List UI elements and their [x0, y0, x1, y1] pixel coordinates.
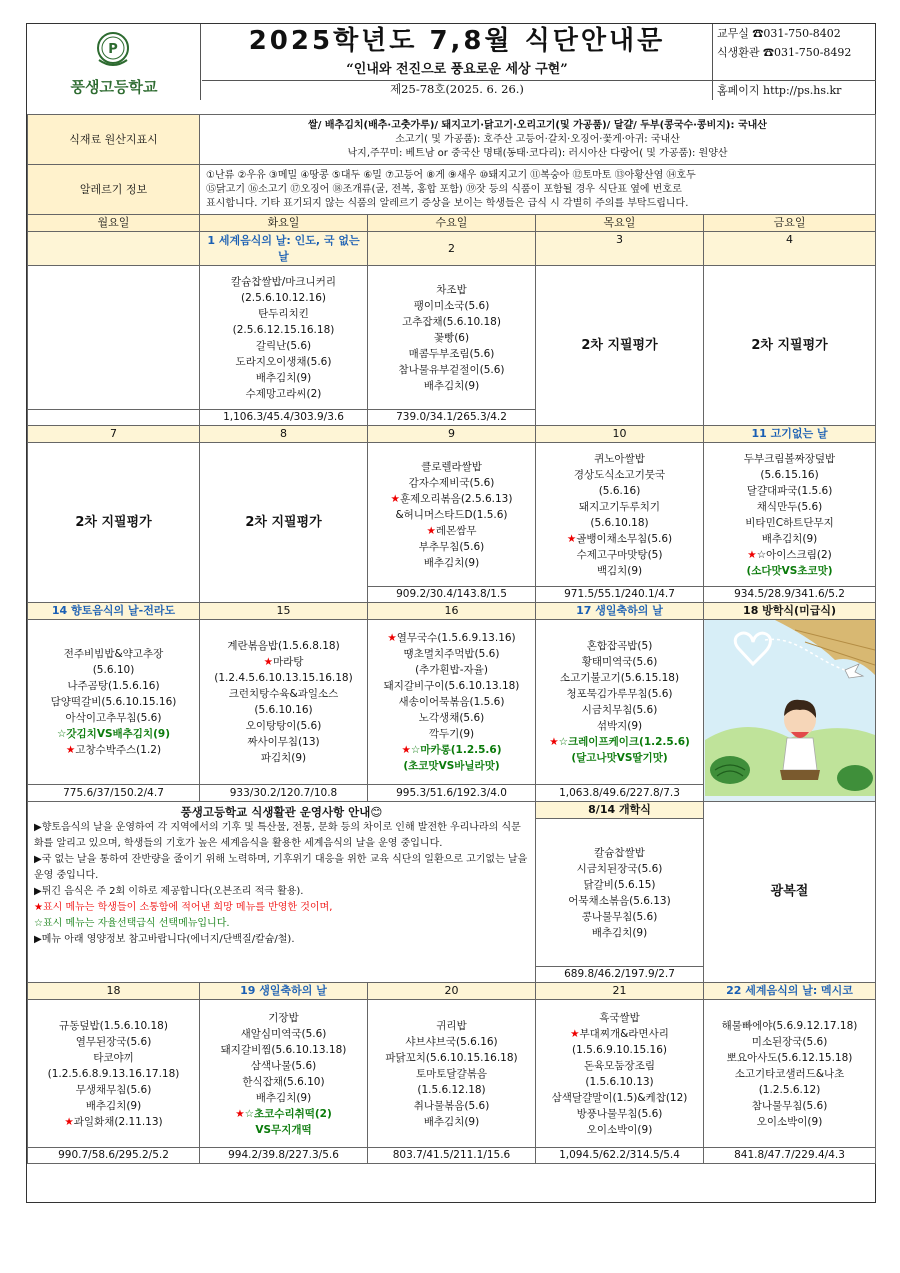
- menu-item: 돼지갈비찜(5.6.10.13.18): [220, 1043, 347, 1056]
- star-icon: ★: [390, 492, 400, 505]
- office-phone: 교무실 ☎031-750-8402: [717, 27, 841, 40]
- date-cell: 16: [368, 603, 536, 620]
- menu-cell: [28, 443, 200, 603]
- menu-item: 나주곰탕(1.5.6.16): [67, 680, 160, 693]
- menu-item: 전주비빔밥&약고추장: [63, 648, 164, 661]
- star-icon: ★: [64, 1115, 74, 1128]
- menu-item: ★☆크레이프케이크(1.2.5.6): [549, 736, 690, 749]
- menu-item: (초코맛VS바닐라맛): [403, 760, 500, 773]
- menu-item: &허니머스타드D(1.5.6): [395, 508, 508, 521]
- menu-item: 돼지갈비구이(5.6.10.13.18): [383, 680, 520, 693]
- menu-item: 뽀요아사도(5.6.12.15.18): [726, 1051, 853, 1064]
- menu-cell: [28, 1000, 200, 1148]
- menu-item: (1.2.5.6.12): [758, 1083, 821, 1096]
- menu-item: 오이탕탕이(5.6): [245, 720, 322, 733]
- star-icon: ★: [426, 524, 436, 537]
- operations-paragraph: ▶국 없는 날을 통하여 잔반량을 줄이기 위해 노력하며, 기후위기 대응을 위한 교육 식단의 일환으로 고기없는 날을 운영 중입니다.: [34, 854, 528, 881]
- menu-item: (소다맛VS초코맛): [746, 564, 833, 577]
- menu-item: 토마토달걀볶음: [415, 1067, 487, 1080]
- menu-cell: [368, 1000, 536, 1148]
- menu-cell: [200, 443, 368, 603]
- menu-item: ★열무국수(1.5.6.9.13.16): [387, 632, 516, 645]
- school-name: 풍생고등학교: [70, 78, 158, 96]
- menu-item: 배추김치(9): [255, 1091, 312, 1104]
- star-icon: ★: [549, 736, 559, 749]
- menu-item: 깍두기(9): [428, 728, 475, 741]
- menu-item: 갈릭난(5.6): [255, 339, 312, 352]
- menu-item: 배추김치(9): [423, 1115, 480, 1128]
- menu-item: 배추김치(9): [591, 926, 648, 939]
- menu-document: [26, 23, 876, 1203]
- origin-line3: 낙지,주꾸미: 베트남 or 중국산 명태(동태·코다리): 러시아산 다랑어( 및 가공품): 원양산: [347, 147, 728, 159]
- exam-text: 2차 지필평가: [581, 337, 658, 353]
- menu-item: ★☆초코수리취떡(2): [235, 1107, 332, 1120]
- operations-paragraph: ▶튀긴 음식은 주 2회 이하로 제공합니다(오븐조리 적극 활용).: [34, 886, 304, 897]
- origin-line2: 소고기( 및 가공품): 호주산 고등어·갈치·오징어·꽃게·아귀: 국내산: [395, 133, 680, 145]
- date-cell: 15: [200, 603, 368, 620]
- menu-item: 비타민C하트단무지: [745, 516, 834, 529]
- logo-box: [27, 24, 201, 100]
- star-icon: ★: [235, 1107, 245, 1120]
- menu-item: 방풍나물무침(5.6): [576, 1107, 663, 1120]
- star-icon: ★: [570, 1027, 580, 1040]
- menu-cell: [368, 266, 536, 410]
- date-cell: [28, 232, 200, 266]
- menu-item: ☆갓김치VS배추김치(9): [56, 728, 170, 741]
- star-icon: ★: [566, 532, 577, 545]
- menu-item: 탄두리치킨: [258, 307, 309, 320]
- menu-item: 오이소박이(9): [586, 1123, 653, 1136]
- cafeteria-phone: 식생환관 ☎031-750-8492: [717, 46, 852, 59]
- menu-item: 도라지오이생채(5.6): [235, 355, 332, 368]
- menu-item: 차조밥: [436, 283, 467, 296]
- contact-box: [712, 24, 875, 100]
- menu-item: (2.5.6.10.12.16): [240, 291, 326, 304]
- menu-item: ★고창수박주스(1.2): [65, 744, 162, 757]
- menu-item: 땡초멸치주먹밥(5.6): [403, 648, 500, 661]
- menu-table: [27, 114, 876, 1164]
- menu-item: 두부크림볼짜장덮밥: [743, 452, 836, 465]
- date-cell: 7: [28, 426, 200, 443]
- menu-cell: [536, 266, 704, 426]
- menu-item: 닭갈비(5.6.15): [583, 878, 656, 891]
- menu-item: 백김치(9): [596, 564, 643, 577]
- menu-item: 배추김치(9): [761, 532, 818, 545]
- nutrition-cell: 909.2/30.4/143.8/1.5: [368, 587, 536, 603]
- nutrition-cell: 803.7/41.5/211.1/15.6: [368, 1148, 536, 1164]
- menu-item: 아삭이고추무침(5.6): [65, 712, 162, 725]
- menu-item: (5.6.16): [598, 484, 641, 497]
- menu-item: 삼색달걀말이(1.5)&케찹(12): [551, 1091, 688, 1104]
- day-header-mon: 월요일: [28, 215, 200, 232]
- menu-item: 돈육모둠장조림: [583, 1059, 655, 1072]
- star-icon: ★: [747, 548, 757, 561]
- date-cell: 2: [368, 232, 536, 266]
- date-cell: 8/14 개학식: [536, 802, 704, 819]
- menu-item: 열무된장국(5.6): [75, 1035, 152, 1048]
- menu-item: (5.6.15.16): [760, 468, 819, 481]
- menu-item: 계란볶음밥(1.5.6.8.18): [227, 640, 340, 653]
- allergy-line1: ①난류 ②우유 ③메밀 ④땅콩 ⑤대두 ⑥밀 ⑦고등어 ⑧게 ⑨새우 ⑩돼지고기 ⑪복숭아 ⑫토마토 ⑬아황산염 ⑭호두: [206, 169, 696, 181]
- menu-item: (5.6.10.18): [590, 516, 649, 529]
- date-cell: 14 향토음식의 날-전라도: [28, 603, 200, 620]
- nutrition-cell: 739.0/34.1/265.3/4.2: [368, 410, 536, 426]
- date-cell: 20: [368, 983, 536, 1000]
- menu-item: 배추김치(9): [423, 556, 480, 569]
- menu-item: ★과일화채(2.11.13): [64, 1115, 163, 1128]
- menu-item: 고추잡채(5.6.10.18): [402, 315, 501, 328]
- menu-item: 참나물무침(5.6): [751, 1099, 828, 1112]
- nutrition-cell: 995.3/51.6/192.3/4.0: [368, 785, 536, 802]
- menu-cell: [704, 1000, 876, 1148]
- menu-item: (1.2.4.5.6.10.13.15.16.18): [214, 672, 353, 685]
- menu-item: 감자수제비국(5.6): [408, 476, 495, 489]
- school-emblem-icon: [93, 30, 133, 72]
- menu-item: (1.5.6.9.10.15.16): [571, 1043, 668, 1056]
- page-title: 2025학년도 7,8월 식단안내문: [248, 26, 666, 56]
- menu-cell: [704, 443, 876, 587]
- menu-item: (1.5.6.12.18): [417, 1083, 486, 1096]
- svg-text:P: P: [108, 42, 118, 57]
- menu-item: 돼지고기두루치기: [578, 500, 661, 513]
- vacation-image-icon: [705, 620, 875, 796]
- menu-item: ★훈제오리볶음(2.5.6.13): [390, 492, 513, 505]
- menu-item: 수제고구마맛탕(5): [576, 548, 663, 561]
- menu-item: 새알심미역국(5.6): [240, 1027, 327, 1040]
- day-header-fri: 금요일: [704, 215, 876, 232]
- menu-item: 소고기타코샐러드&나초: [734, 1067, 845, 1080]
- menu-item: (1.5.6.10.13): [585, 1075, 654, 1088]
- menu-item: 배추김치(9): [85, 1099, 142, 1112]
- menu-cell: [368, 443, 536, 587]
- nutrition-cell: 1,063.8/49.6/227.8/7.3: [536, 785, 704, 802]
- origin-line1: 쌀/ 배추김치(배추·고춧가루)/ 돼지고기·닭고기·오리고기(및 가공품)/ 달걀/ 두부(콩국수·콩비지): 국내산: [308, 119, 767, 131]
- operations-paragraph: ▶향토음식의 날을 운영하여 각 지역에서의 기후 및 특산물, 전통, 문화 등의 차이로 인해 발전한 우리나라의 식문화를 알리고 있으며, 학생들의 기호가 높은 세계음식을 활용한 세계음식의 날을 운영 중입니다.: [34, 822, 521, 849]
- menu-item: (2.5.6.12.15.16.18): [232, 323, 335, 336]
- menu-item: 칼슘찹쌀밥/마크니커리: [231, 275, 336, 288]
- menu-item: 담양떡갈비(5.6.10.15.16): [50, 696, 177, 709]
- nutrition-cell: 994.2/39.8/227.3/5.6: [200, 1148, 368, 1164]
- menu-item: 한식잡채(5.6.10): [242, 1075, 325, 1088]
- menu-item: 흑국쌀밥: [599, 1011, 640, 1024]
- menu-cell: [28, 266, 200, 410]
- menu-item: ★골뱅이채소무침(5.6): [566, 532, 673, 545]
- date-cell: 19 생일축하의 날: [200, 983, 368, 1000]
- star-icon: ★: [263, 656, 273, 669]
- star-icon: ★: [401, 744, 411, 757]
- menu-item: (5.6.10): [92, 664, 135, 677]
- menu-item: 어묵채소볶음(5.6.13): [568, 894, 671, 907]
- date-cell: 10: [536, 426, 704, 443]
- nutrition-cell: 841.8/47.7/229.4/4.3: [704, 1148, 876, 1164]
- menu-item: 섞박지(9): [596, 720, 643, 733]
- menu-item: 배추김치(9): [423, 379, 480, 392]
- menu-item: 크런치탕수육&과일소스: [228, 688, 339, 701]
- menu-item: 해물빠에야(5.6.9.12.17.18): [721, 1019, 858, 1032]
- origin-label: 식재료 원산지표시: [28, 115, 200, 165]
- menu-item: 혼합잡곡밥(5): [586, 640, 653, 653]
- menu-item: 부추무침(5.6): [418, 540, 485, 553]
- nutrition-cell: 990.7/58.6/295.2/5.2: [28, 1148, 200, 1164]
- header: [27, 24, 875, 100]
- menu-item: 시금치된장국(5.6): [576, 862, 663, 875]
- menu-item: 콩나물무침(5.6): [581, 910, 658, 923]
- date-cell: 11 고기없는 날: [704, 426, 876, 443]
- menu-item: 새송이어묵볶음(1.5.6): [398, 696, 505, 709]
- menu-item: 수제망고라씨(2): [245, 387, 322, 400]
- menu-item: 시금치무침(5.6): [581, 704, 658, 717]
- menu-item: 경상도식소고기뭇국: [573, 468, 666, 481]
- nutrition-cell: 775.6/37/150.2/4.7: [28, 785, 200, 802]
- menu-item: ★☆아이스크림(2): [747, 548, 832, 561]
- menu-cell: [28, 620, 200, 785]
- menu-item: 오이소박이(9): [756, 1115, 823, 1128]
- menu-item: 칼슘찹쌀밥: [594, 846, 645, 859]
- menu-item: 규동덮밥(1.5.6.10.18): [59, 1019, 168, 1032]
- date-cell: 3: [536, 232, 704, 266]
- date-cell: 18 방학식(미급식): [704, 603, 876, 620]
- holiday-cell: 광복절: [704, 802, 876, 983]
- menu-item: 클로렐라쌀밥: [421, 460, 482, 473]
- menu-item: 매콤두부조림(5.6): [408, 347, 495, 360]
- menu-item: 무생채무침(5.6): [75, 1083, 152, 1096]
- allergy-info: [200, 165, 876, 215]
- nutrition-cell: 689.8/46.2/197.9/2.7: [536, 967, 704, 983]
- menu-item: 노각생채(5.6): [418, 712, 485, 725]
- menu-item: 삼색나물(5.6): [250, 1059, 317, 1072]
- operations-paragraph: ☆표시 메뉴는 자율선택급식 선택메뉴입니다.: [34, 918, 230, 929]
- nutrition-cell: 971.5/55.1/240.1/4.7: [536, 587, 704, 603]
- issue-number: 제25-78호(2025. 6. 26.): [202, 80, 712, 100]
- menu-item: 기장밥: [268, 1011, 299, 1024]
- menu-cell: [200, 620, 368, 785]
- menu-item: 팽이미소국(5.6): [413, 299, 490, 312]
- date-cell: 22 세계음식의 날: 멕시코: [704, 983, 876, 1000]
- day-header-tue: 화요일: [200, 215, 368, 232]
- menu-item: 채식만두(5.6): [756, 500, 823, 513]
- menu-item: 파김치(9): [260, 752, 307, 765]
- menu-cell: [536, 443, 704, 587]
- menu-item: (달고나맛VS딸기맛): [571, 752, 668, 765]
- menu-item: 취나물볶음(5.6): [413, 1099, 490, 1112]
- menu-cell: [200, 1000, 368, 1148]
- menu-item: 미소된장국(5.6): [751, 1035, 828, 1048]
- menu-cell: [536, 620, 704, 785]
- exam-text: 2차 지필평가: [245, 514, 322, 530]
- menu-item: 퀴노아쌀밥: [594, 452, 645, 465]
- menu-item: 배추김치(9): [255, 371, 312, 384]
- menu-cell: [368, 620, 536, 785]
- date-cell: 17 생일축하의 날: [536, 603, 704, 620]
- nutrition-cell: [28, 410, 200, 426]
- menu-item: 소고기불고기(5.6.15.18): [559, 672, 680, 685]
- star-icon: ★: [65, 744, 76, 757]
- operations-paragraph: ★표시 메뉴는 학생들이 소통함에 적어낸 희망 메뉴를 반영한 것이며,: [34, 902, 333, 913]
- origin-info: [200, 115, 876, 165]
- operations-title: 풍생고등학교 식생활관 운영사항 안내😊: [180, 805, 383, 819]
- operations-paragraph: ▶메뉴 아래 영양정보 참고바랍니다(에너지/단백질/칼슘/철).: [34, 934, 295, 945]
- day-header-wed: 수요일: [368, 215, 536, 232]
- menu-item: 청포묵김가루무침(5.6): [566, 688, 673, 701]
- operations-notice: [28, 802, 536, 983]
- menu-item: ★레몬쌈무: [426, 524, 477, 537]
- nutrition-cell: 1,106.3/45.4/303.9/3.6: [200, 410, 368, 426]
- menu-cell: [536, 1000, 704, 1148]
- date-cell: 18: [28, 983, 200, 1000]
- menu-item: 타코야끼: [93, 1051, 134, 1064]
- date-cell: 4: [704, 232, 876, 266]
- menu-item: 파닭꼬치(5.6.10.15.16.18): [385, 1051, 518, 1064]
- menu-item: 짜사이무침(13): [247, 736, 320, 749]
- vacation-illustration: [704, 620, 876, 802]
- menu-item: (추가흰밥-자율): [415, 664, 488, 677]
- menu-item: 귀리밥: [436, 1019, 467, 1032]
- menu-item: 꽃빵(6): [433, 331, 470, 344]
- allergy-line2: ⑮닭고기 ⑯소고기 ⑰오징어 ⑱조개류(굴, 전복, 홍합 포함) ⑲잣 등의 식품이 포함될 경우 식단표 옆에 번호로: [206, 183, 682, 195]
- day-header-thu: 목요일: [536, 215, 704, 232]
- menu-grid: [27, 114, 875, 1164]
- nutrition-cell: 933/30.2/120.7/10.8: [200, 785, 368, 802]
- menu-item: 샤브샤브국(5.6.16): [405, 1035, 498, 1048]
- menu-item: 달걀대파국(1.5.6): [746, 484, 833, 497]
- date-cell: 21: [536, 983, 704, 1000]
- slogan: “인내와 전진으로 풍요로운 세상 구현”: [346, 62, 568, 77]
- date-cell: 1 세계음식의 날: 인도, 국 없는 날: [200, 232, 368, 266]
- menu-item: 참나물유부겉절이(5.6): [398, 363, 505, 376]
- menu-item: (5.6.10.16): [254, 704, 313, 717]
- menu-cell: [536, 819, 704, 967]
- menu-item: (1.2.5.6.8.9.13.16.17.18): [47, 1067, 180, 1080]
- menu-cell: [704, 266, 876, 426]
- menu-item: ★마라탕: [263, 656, 304, 669]
- menu-cell: [200, 266, 368, 410]
- date-cell: 8: [200, 426, 368, 443]
- allergy-line3: 표시합니다. 기타 표기되지 않는 식품의 알레르기 증상을 보이는 학생들은 급식 시 각별히 주의를 부탁드립니다.: [206, 197, 689, 209]
- exam-text: 2차 지필평가: [75, 514, 152, 530]
- menu-item: ★☆마카롱(1.2.5.6): [401, 744, 502, 757]
- menu-item: ★부대찌개&라면사리: [570, 1027, 669, 1040]
- homepage-link[interactable]: 홈페이지 http://ps.hs.kr: [713, 80, 876, 100]
- date-cell: 9: [368, 426, 536, 443]
- allergy-label: 알레르기 정보: [28, 165, 200, 215]
- star-icon: ★: [387, 632, 397, 645]
- menu-item: 황태미역국(5.6): [581, 656, 658, 669]
- menu-item: VS무지개떡: [255, 1123, 312, 1136]
- nutrition-cell: 934.5/28.9/341.6/5.2: [704, 587, 876, 603]
- nutrition-cell: 1,094.5/62.2/314.5/5.4: [536, 1148, 704, 1164]
- exam-text: 2차 지필평가: [751, 337, 828, 353]
